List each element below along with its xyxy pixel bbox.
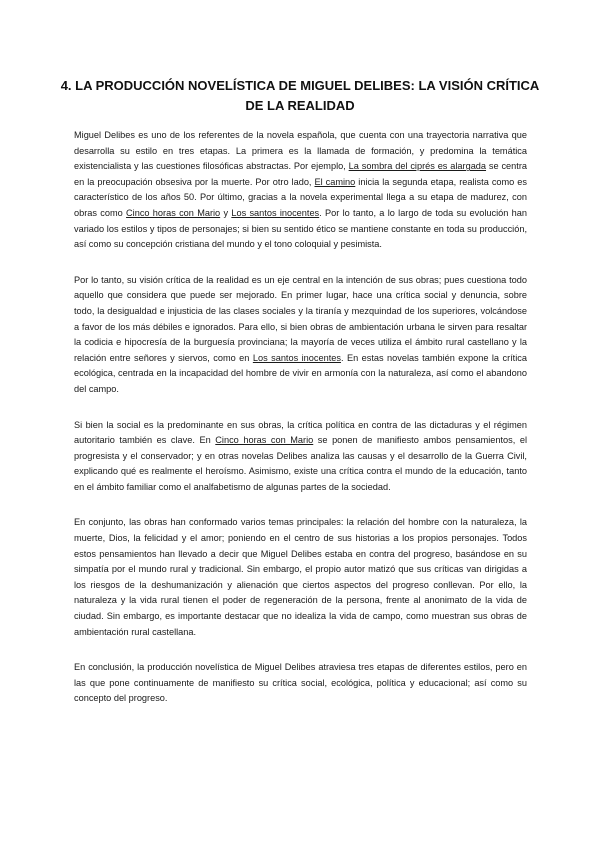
text-span: Si bien la social es la predominante en sus obras, la crítica política en contra de las dictaduras y el régimen autoritario también es clave. En	[74, 419, 527, 446]
paragraph-5	[74, 660, 527, 707]
book-title-la-sombra-del-cipres: La sombra del ciprés es alargada	[348, 161, 487, 172]
document-body	[74, 128, 527, 727]
page-title: 4. LA PRODUCCIÓN NOVELÍSTICA DE MIGUEL DELIBES: LA VISIÓN CRÍTICA DE LA REALIDAD	[60, 78, 540, 113]
text-span: inicia la segunda etapa, realista como es característico de los años 50. Por último, gracias a la novela experimental llega a su etapa de madurez, con obras como	[74, 176, 527, 218]
paragraph-3	[74, 418, 527, 496]
paragraph-4	[74, 515, 527, 640]
text-span: Por lo tanto, su visión crítica de la realidad es un eje central en la intención de sus obras; pues cuestiona todo aquello que considera que puede ser mejorado. En primer lugar, hace una crítica social y denuncia, sobre todo, la desigualdad e injusticia de las clases sociales y la tiranía y mezquindad de los superiores, volcándose a favor de los más débiles e ignorados. Para ello, si bien obras de ambientación urbana le sirven para resaltar la codicia e hipocresía de la burguesía provinciana; la mayoría de veces utiliza el ámbito rural castellano y la relación entre señores y siervos, como en	[74, 274, 527, 363]
text-span: . En estas novelas también expone la crítica ecológica, centrada en la incapacidad del hombre de vivir en armonía con la naturaleza, así como el abandono del campo.	[74, 352, 527, 394]
book-title-cinco-horas-con-mario: Cinco horas con Mario	[126, 207, 221, 218]
text-span: Miguel Delibes es uno de los referentes de la novela española, que cuenta con una trayectoria narrativa que desarrolla su estilo en tres etapas. La primera es la llamada de formación, y predomina la temática existencialista y las cuestiones filosóficas abstractas. Por ejemplo,	[74, 130, 527, 172]
paragraph-2	[74, 273, 527, 398]
text-span: se centra en la preocupación obsesiva por la muerte. Por otro lado,	[74, 161, 527, 187]
text-span: En conjunto, las obras han conformado varios temas principales: la relación del hombre con la naturaleza, la muerte, Dios, la felicidad y el amor; poniendo en el centro de sus historias a los propios personajes. Todos estos pensamientos han llevado a decir que Miguel Delibes estaba en contra del progreso, basándose en su simpatía por el mundo rural y tradicional. Sin embargo, el propio autor matizó que sus críticas van dirigidas a los riesgos de la deshumanización y alienación que ciertos aspectos del progreso conllevan. Por ello, la naturaleza y la vida rural tienen el poder de regeneración de la persona, frente al anonimato de la vida de ciudad. Sin embargo, es importante destacar que no idealiza la vida de campo, como muestran sus obras de ambientación rural castellana.	[74, 517, 527, 637]
text-span: . Por lo tanto, a lo largo de toda su evolución han variado los estilos y tipos de personajes; si bien su sentido ético se mantiene constante en toda su producción, así como su concepción cristiana del mundo y el tono coloquial y pesimista.	[74, 207, 527, 250]
text-span: En conclusión, la producción novelística de Miguel Delibes atraviesa tres etapas de diferentes estilos, pero en las que pone continuamente de manifiesto su crítica social, ecológica, política y educacional; así como su concepto del progreso.	[74, 662, 527, 704]
book-title-los-santos-inocentes: Los santos inocentes	[231, 207, 320, 218]
text-span: y	[220, 207, 232, 218]
text-span: se ponen de manifiesto ambos pensamientos, el progresista y el conservador; y en otras novelas Delibes analiza las causas y el desarrollo de la Guerra Civil, explicando qué es realmente el heroísmo. Asimismo, existe una crítica contra el mundo de la educación, tanto en el ámbito familiar como el analfabetismo de algunas partes de la sociedad.	[74, 435, 528, 492]
book-title-los-santos-inocentes: Los santos inocentes	[252, 352, 341, 363]
paragraph-1	[74, 128, 527, 253]
book-title-cinco-horas-con-mario: Cinco horas con Mario	[215, 435, 314, 446]
book-title-el-camino: El camino	[314, 176, 356, 187]
